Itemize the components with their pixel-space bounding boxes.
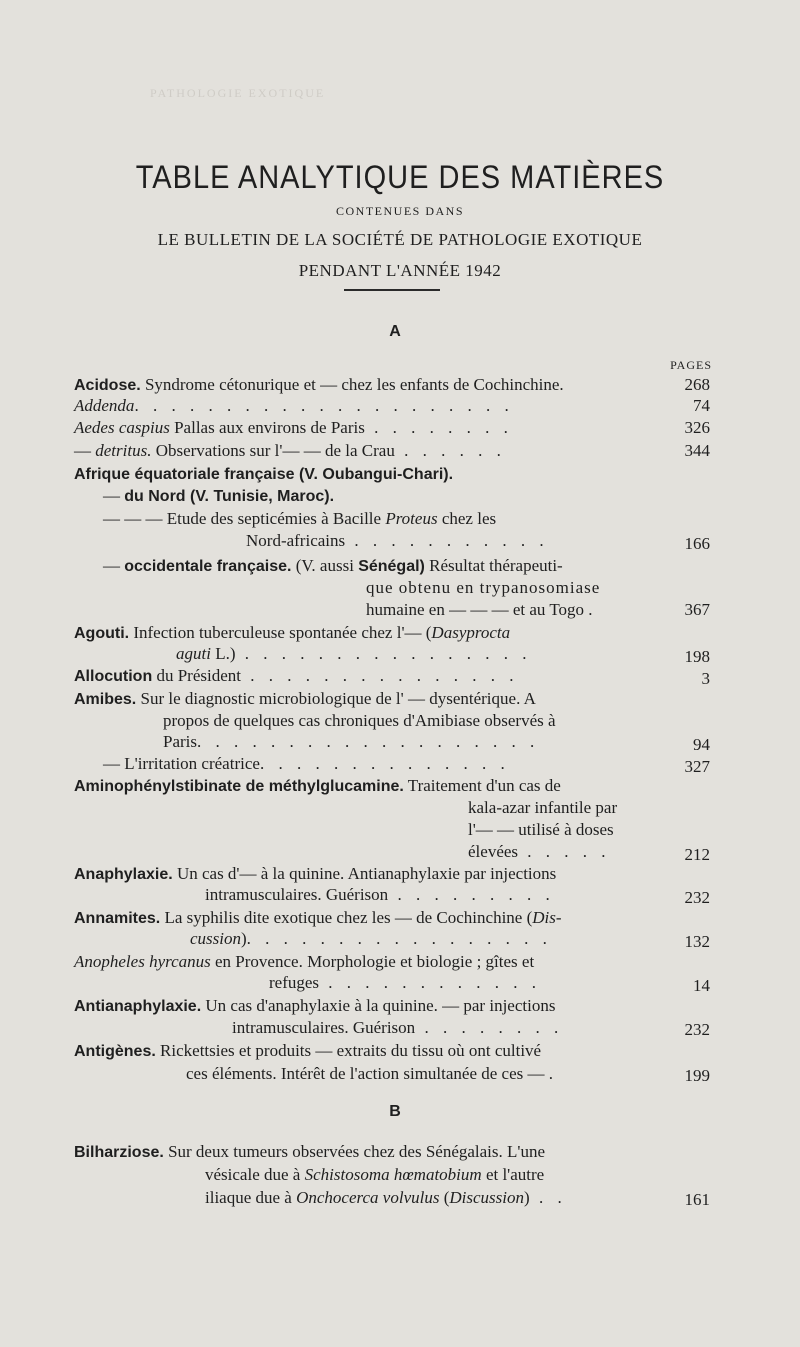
page-title: TABLE ANALYTIQUE DES MATIÈRES (135, 160, 665, 196)
entry-line: ces éléments. Intérêt de l'action simultanée de ces — . (186, 1064, 554, 1083)
entry-line: Addenda. . . . . . . . . . . . . . . . . . . . . (74, 396, 514, 415)
entry-line: Paris. . . . . . . . . . . . . . . . . . . (163, 732, 540, 751)
page-number: 367 (684, 600, 710, 619)
entry-line: Anopheles hyrcanus en Provence. Morphologie et biologie ; gîtes et (74, 952, 535, 971)
entry-line: Acidose. Syndrome cétonurique et — chez les enfants de Cochinchine. (74, 375, 564, 394)
pages-column-label: PAGES (670, 358, 712, 372)
entry-line: kala-azar infantile par (468, 798, 618, 817)
page-number: 344 (684, 441, 710, 460)
entry-line: — detritus. Observations sur l'— — de la Crau . . . . . . (74, 441, 506, 460)
entry-line: Agouti. Infection tuberculeuse spontanée chez l'— (Dasyprocta (74, 623, 511, 642)
subtitle-bulletin: LE BULLETIN DE LA SOCIÉTÉ DE PATHOLOGIE EXOTIQUE (157, 230, 643, 249)
page-number: 74 (693, 396, 710, 415)
entry-line: l'— — utilisé à doses (468, 820, 614, 839)
entry-line: vésicale due à Schistosoma hœmatobium et l'autre (205, 1165, 545, 1184)
page-number: 161 (684, 1190, 710, 1209)
section-letter-b: B (389, 1103, 401, 1120)
entry-line: que obtenu en trypanosomiase (366, 578, 601, 597)
entry-line: élevées . . . . . (468, 842, 611, 861)
page-number: 232 (684, 1020, 710, 1039)
entry-line: Nord-africains . . . . . . . . . . . (246, 531, 549, 550)
entry-line: — occidentale française. (V. aussi Sénégal) Résultat thérapeuti- (103, 556, 563, 575)
page-number: 327 (684, 757, 710, 776)
subtitle-contenues: CONTENUES DANS (335, 204, 464, 218)
page-number: 268 (684, 375, 710, 394)
page-number: 132 (684, 932, 710, 951)
page-number: 94 (693, 735, 710, 754)
title-rule (344, 289, 440, 291)
entry-line: iliaque due à Onchocerca volvulus (Discussion) . . (205, 1188, 567, 1207)
page-number: 198 (684, 647, 710, 666)
subtitle-year: PENDANT L'ANNÉE 1942 (298, 261, 502, 280)
entry-line: aguti L.) . . . . . . . . . . . . . . . . (176, 644, 532, 663)
entry-line: intramusculaires. Guérison . . . . . . . . . (205, 885, 555, 904)
page-number: 166 (684, 534, 710, 553)
entry-line: — L'irritation créatrice. . . . . . . . . . . . . . (103, 754, 510, 773)
entry-line: Amibes. Sur le diagnostic microbiologique de l' — dysentérique. A (74, 689, 536, 708)
page-number: 212 (684, 845, 710, 864)
entry-line: intramusculaires. Guérison . . . . . . . . (232, 1018, 564, 1037)
entry-line: Antianaphylaxie. Un cas d'anaphylaxie à la quinine. — par injections (74, 996, 556, 1015)
entry-line: refuges . . . . . . . . . . . . (269, 973, 542, 992)
page-number: 199 (684, 1066, 710, 1085)
bleed-through-text: PATHOLOGIE EXOTIQUE (150, 86, 326, 100)
entry-line: Aminophénylstibinate de méthylglucamine. Traitement d'un cas de (74, 776, 561, 795)
page-number: 14 (693, 976, 710, 995)
entry-line: Afrique équatoriale française (V. Oubangui-Chari). (74, 466, 454, 483)
page-number: 232 (684, 888, 710, 907)
entry-line: cussion). . . . . . . . . . . . . . . . . (190, 929, 552, 948)
section-letter-a: A (389, 323, 401, 340)
entry-line: propos de quelques cas chroniques d'Amibiase observés à (163, 711, 556, 730)
entry-line: — du Nord (V. Tunisie, Maroc). (103, 486, 335, 505)
entry-line: Aedes caspius Pallas aux environs de Paris . . . . . . . . (74, 418, 513, 437)
page-number: 3 (701, 669, 710, 688)
entry-line: Anaphylaxie. Un cas d'— à la quinine. Antianaphylaxie par injections (74, 864, 557, 883)
entry-line: Allocution du Président . . . . . . . . . . . . . . . (74, 666, 519, 685)
entry-line: Bilharziose. Sur deux tumeurs observées chez des Sénégalais. L'une (74, 1142, 546, 1161)
entry-line: Annamites. La syphilis dite exotique chez les — de Cochinchine (Dis- (74, 908, 562, 927)
entry-line: — — — Etude des septicémies à Bacille Proteus chez les (103, 509, 497, 528)
entry-line: Antigènes. Rickettsies et produits — extraits du tissu où ont cultivé (74, 1041, 542, 1060)
entry-line: humaine en — — — et au Togo . (366, 600, 593, 619)
page-number: 326 (684, 418, 710, 437)
